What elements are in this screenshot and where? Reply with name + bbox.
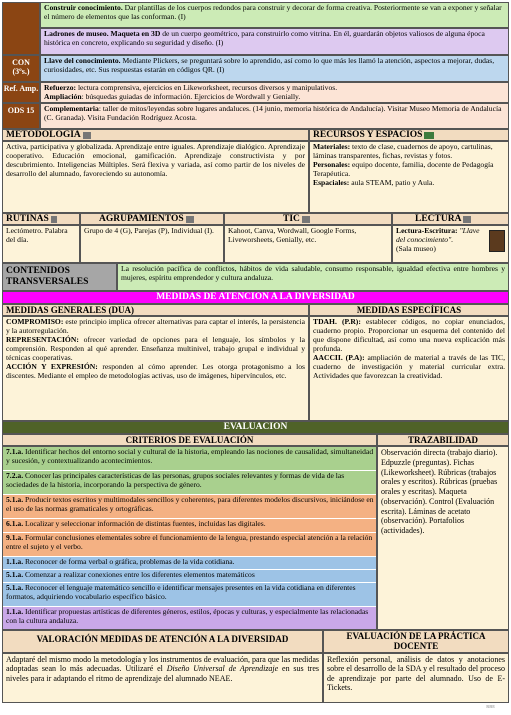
criterio-text: Conocer las principales características de las personas, grupos sociales relevantes y formas de vida de las sociedades de la historia, incorporando la perspectiva de género. [6,471,345,489]
criterios-title: CRITERIOS DE EVALUACIÓN [2,434,377,446]
criterio-item [3,607,377,630]
book-cover-image [489,230,505,252]
recursos-header [309,129,509,141]
criterio-code: 1.1.a. [6,557,24,566]
clock-icon [51,216,57,223]
especificas-body [309,316,509,421]
label-con: CON (3ºs.) [2,55,40,82]
agrupamientos-text: Grupo de 4 (G), Parejas (P), Individual (I). [84,226,214,235]
criterio-code: 7.1.a. [6,447,24,456]
footer-mark: RBE [486,704,495,709]
criterio-text: Reconocer de forma verbal o gráfica, problemas de la vida cotidiana. [23,557,235,566]
aaccii-label: AACCII. (P.A): [313,352,365,362]
especificas-title: MEDIDAS ESPECÍFICAS [309,304,509,316]
rutinas-body [2,225,80,263]
refuerzo-label: Refuerzo: [44,83,77,92]
refuerzo-text: lectura comprensiva, ejercicios en Likeworksheet, recursos diversos y manipulativos. [76,83,338,92]
activity-row-construir [40,2,509,28]
contenidos-text: La resolución pacífica de conflictos, hábitos de vida saludable, consumo responsable, igualdad efectiva entre hombres y mujeres, espíritu emprendedor y cultura andaluza. [121,264,505,282]
tic-title: TIC [283,214,300,224]
generales-title: MEDIDAS GENERALES (DUA) [2,304,309,316]
activity-title: Ladrones de museo. Maqueta en 3D [44,29,161,38]
criterio-item [3,471,377,495]
accion-text: responden al cómo aprender. Les otorga protagonismo a los discentes. Mediante el empleo de metodologías activas, uso de imágenes, hipervínculos, etc. [6,361,305,380]
computer-icon [302,216,310,223]
representacion-text: ofrecer variedad de opciones para el lenguaje, los símbolos y la comprensión. Responden al qué aprender. Enseñanza multinivel, trabajo grupal e individual y técnicas cooperativas. [6,334,305,362]
metodologia-body [2,141,309,213]
materiales-text: texto de clase, cuadernos de apoyo, cartulinas, láminas transparentes, fichas, revistas y fotos. [313,142,493,160]
rutinas-title: RUTINAS [6,214,49,224]
activity-title: Llave del conocimiento. [44,56,121,65]
lectura-header [392,213,509,225]
tic-header [224,213,392,225]
espaciales-text: aula STEAM, patio y Aula. [349,177,435,187]
activity-row-ladrones [40,28,509,55]
evaluacion-title: EVALUACIÓN [2,421,509,434]
tic-text: Kahoot, Canva, Wordwall, Google Forms, Liveworsheets, Genially, etc. [228,226,357,244]
rutinas-header [2,213,80,225]
lectura-place: (Sala museo) [396,243,436,253]
activity-row-complementaria [40,103,509,129]
tdah-label: TDAH. (P.R): [313,317,361,326]
practica-title: EVALUACIÓN DE LA PRÁCTICA DOCENTE [323,630,509,653]
metodologia-header [2,129,309,141]
label-ref-amp: Ref. Amp. [2,82,40,103]
ampliacion-text: : búsquedas guiadas de información. Ejercicios de Wordwall y Genially. [81,91,301,101]
criterio-item [3,519,377,533]
criterio-code: 5.1.a. [6,570,24,579]
lectura-label: Lectura-Escritura: [396,226,458,235]
recursos-title: RECURSOS Y ESPACIOS [313,130,423,140]
valoracion-body [2,653,323,703]
label-ods: ODS 15 [2,103,40,129]
tdah-text: establecer códigos, no copiar enunciados, cuaderno propio. Proporcionar un esquema del contenido del que dispone dificultad, así como una nueva explicación más profunda. [313,317,505,353]
ampliacion-label: Ampliación [44,91,82,101]
generales-body [2,316,309,421]
personales-label: Personales: [313,159,351,169]
metodologia-title: METODOLOGÍA [6,130,81,140]
lectura-body [392,225,509,263]
complementaria-text: : taller de mitos/leyendas sobre lugares andaluces. (14 junio, memoria histórica de Andalucía). Visitar Museo Memoria de Andalucía (C. Granada). Visita Fundación Rodríguez Acosta. [44,104,502,122]
criterio-text: Comenzar a realizar conexiones entre los diferentes elementos matemáticos [23,570,255,579]
criterio-item [3,583,377,607]
recursos-icon [424,132,434,139]
criterio-code: 5.1.a. [6,583,24,592]
activity-row-llave [40,55,509,82]
activity-text: Dar plantillas de los cuerpos redondos para construir y decorar de forma creativa. Posteriormente se van a exponer y señalar el número de elementos que las conforman. (I) [44,3,502,21]
aaccii-text: ampliación de material a través de las TIC, cuaderno de investigación y material curricular extra. Actividades que favorezcan la creatividad. [313,352,505,380]
criterio-item [3,557,377,570]
metodologia-icon [83,132,91,139]
criterio-item [3,495,377,519]
criterio-item [3,533,377,557]
representacion-label: REPRESENTACIÓN: [6,334,79,344]
activity-text: Mediante Plickers, se preguntará sobre lo aprendido, así como lo que más les llamó la atención, aspectos a mejorar, dudas, curiosidades, etc. Sus respuestas estarán en códigos QR. (I) [44,56,495,74]
contenidos-body [117,263,509,291]
contenidos-header [2,263,117,291]
activity-title: Construir conocimiento. [44,3,123,12]
accion-label: ACCIÓN Y EXPRESIÓN: [6,361,98,371]
compromiso-label: COMPROMISO: [6,317,64,326]
criterio-code: 5.1.a. [6,495,24,504]
practica-text: Reflexión personal, análisis de datos y anotaciones sobre el desarrollo de la SDA y el resultado del proceso de aprendizaje por parte del alumnado. Uso de E-Tickets. [327,655,505,693]
unit-plan-page [2,2,509,711]
group-icon [186,216,194,223]
complementaria-label: Complementaria [44,104,99,113]
activity-text: de un cuerpo geométrico, para construirlo como vitrina. En él, guardarán objetos valiosos de alguna época histórica en concreto, explicando su seguridad y diseño. (I) [44,29,485,47]
criterio-item [3,447,377,471]
trazabilidad-text: Observación directa (trabajo diario). Edpuzzle (preguntas). Fichas (Likeworksheet). Rúbricas (trabajos orales y escritos). Rúbricas (pruebas orales y escritas). Maqueta (observación). Control (Evaluación escrita). Láminas de acetato (observación). Portafolios (actividades). [381,448,498,535]
criterio-code: 1.1.a. [6,607,24,616]
valoracion-text-1: Adaptaré del mismo modo la metodología y los instrumentos de evaluación, para que las medidas adoptadas sean lo más adecuadas. Utilizaré el [6,655,319,674]
personales-text: equipo docente, familia, docente de Pedagogía Terapéutica. [313,159,494,178]
criterio-text: Identificar propuestas artísticas de diferentes géneros, estilos, épocas y culturas, y especialmente las relacionadas con la cultura andaluza. [6,607,369,625]
criterio-text: Producir textos escritos y multimodales sencillos y coherentes, para diferentes modelos discursivos, iniciándose en el uso de las normas gramaticales y ortográficas. [6,495,374,513]
activity-row-refuerzo [40,82,509,103]
criterio-code: 9.1.a. [6,533,24,542]
espaciales-label: Espaciales: [313,177,350,187]
tic-body [224,225,392,263]
criterio-item [3,570,377,583]
valoracion-text-italic: Diseño Universal de Aprendizaje [166,664,279,674]
trazabilidad-body [377,446,509,630]
criterio-text: Identificar hechos del entorno social y cultural de la historia, empleando las nociones de causalidad, simultaneidad y sucesión, y contextualizando acontecimientos. [6,447,374,465]
lectura-book: "Llave del conocimiento". [396,226,480,244]
metodologia-text: Activa, participativa y globalizada. Aprendizaje entre iguales. Aprendizaje dialógico. Aprendizaje cooperativo. Educación emocional, gamificación. Aprendizaje constructivista y por descubrimiento. Inteligencias Múltiples. Será flexiva y variada, así como partir de los niveles de desarrollo del alumnado, favoreciendo su autonomía. [6,142,305,178]
agrupamientos-title: AGRUPAMIENTOS [99,214,184,224]
criterio-text: Localizar y seleccionar información de distintas fuentes, incluidas las digitales. [23,519,266,528]
materiales-label: Materiales: [313,142,351,151]
criterio-code: 7.2.a. [6,471,24,480]
agrupamientos-header [80,213,224,225]
diversidad-title: MEDIDAS DE ATENCIÓN A LA DIVERSIDAD [2,291,509,304]
lectura-title: LECTURA [415,214,462,224]
recursos-body [309,141,509,213]
agrupamientos-body [80,225,224,263]
criterio-code: 6.1.a. [6,519,24,528]
criterio-text: Formular conclusiones elementales sobre el funcionamiento de la lengua, prestando especial atención a la relación entre el sujeto y el verbo. [6,533,373,551]
practica-body [323,653,509,703]
valoracion-text-2: en sus tres niveles para ir adaptando el ritmo de aprendizaje del alumnado NEAE. [6,664,320,683]
criterios-list [2,446,377,630]
compromiso-text: este principio implica ofrecer alternativas para captar el interés, la persistencia y la autorregulación. [6,317,305,335]
label-blank-top [2,2,40,55]
rutinas-text: Lectómetro. Palabra del día. [6,226,68,244]
criterio-text: Reconocer el lenguaje matemático sencillo e identificar mensajes presentes en la vida cotidiana en diferentes formatos, adquiriendo vocabulario específico básico. [6,583,356,601]
contenidos-title: CONTENIDOS TRANSVERSALES [6,266,89,288]
valoracion-title: VALORACIÓN MEDIDAS DE ATENCIÓN A LA DIVERSIDAD [2,630,323,653]
book-icon [463,216,471,223]
trazabilidad-title: TRAZABILIDAD [377,434,509,446]
